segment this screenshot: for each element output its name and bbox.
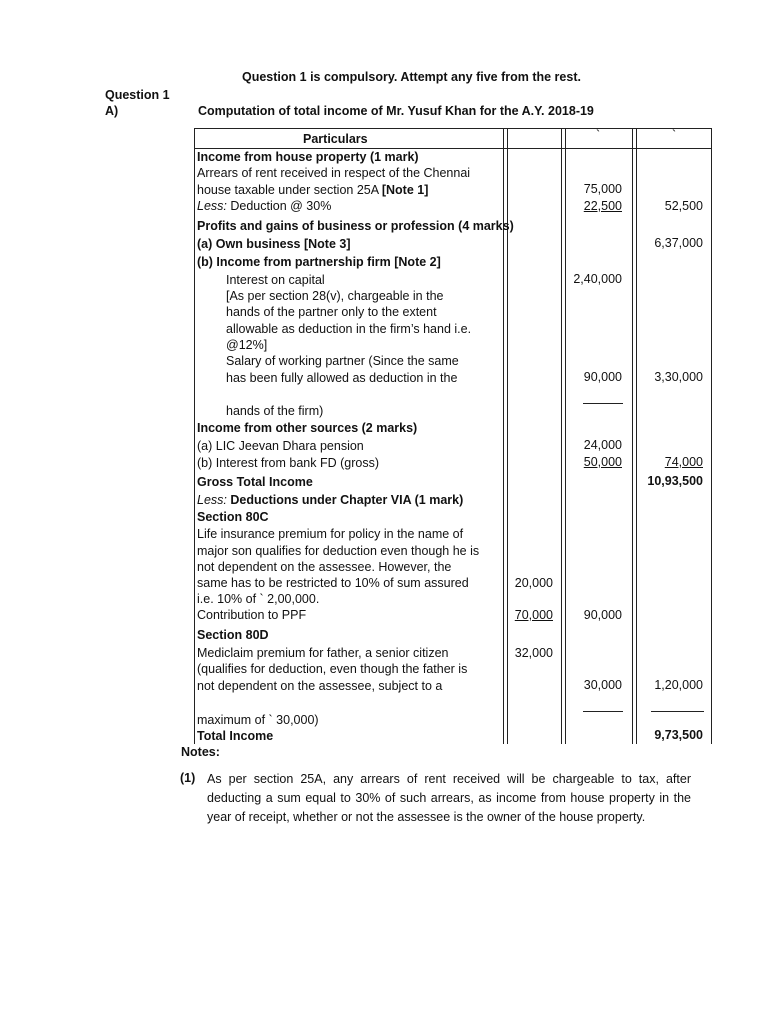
table-title: Computation of total income of Mr. Yusuf Khan for the A.Y. 2018-19 (198, 104, 594, 118)
interest-note-line-3: allowable as deduction in the firm’s hand i.e. (226, 322, 472, 336)
mediclaim-line-1: Mediclaim premium for father, a senior citizen (197, 646, 449, 660)
ios-heading: Income from other sources (2 marks) (197, 421, 418, 435)
question-label: Question 1 (105, 88, 170, 102)
instruction-line: Question 1 is compulsory. Attempt any five from the rest. (242, 70, 581, 84)
table-left-border (194, 128, 195, 744)
ios-total-amount: 74,000 (664, 455, 703, 469)
partnership-row: (b) Income from partnership firm [Note 2] (197, 255, 441, 269)
gti-row: Gross Total Income (197, 475, 313, 489)
arrears-amount: 75,000 (583, 182, 622, 196)
interest-capital-row: Interest on capital (226, 273, 325, 287)
total-income-row: Total Income (197, 729, 274, 743)
hp-deduction-text: Deduction @ 30% (226, 199, 332, 213)
fd-row: (b) Interest from bank FD (gross) (197, 456, 379, 470)
hp-note-ref: [Note 1] (381, 183, 429, 197)
interest-note-line-4: @12%] (226, 338, 268, 352)
col-divider-2a (561, 128, 562, 744)
table-right-border (711, 128, 712, 744)
lic-row: (a) LIC Jeevan Dhara pension (197, 439, 364, 453)
lip-amount: 20,000 (514, 576, 553, 590)
col-header-rupee-3: ` (672, 128, 677, 142)
part-label: A) (105, 104, 119, 118)
lip-line-4: same has to be restricted to 10% of sum assured (197, 576, 469, 590)
total-income-amount: 9,73,500 (654, 728, 703, 742)
hp-deduction (197, 198, 331, 214)
mediclaim-line-4: maximum of ` 30,000) (197, 713, 319, 727)
col-divider-3b (636, 128, 637, 744)
lip-line-3: not dependent on the assessee. However, the (197, 560, 452, 574)
interest-capital-amount: 2,40,000 (573, 272, 622, 286)
mediclaim-amount: 32,000 (514, 646, 553, 660)
own-business-amount: 6,37,000 (654, 236, 703, 250)
own-business-row: (a) Own business [Note 3] (197, 237, 351, 251)
hp-net-amount: 52,500 (664, 199, 703, 213)
interest-note-line-1: [As per section 28(v), chargeable in the (226, 289, 444, 303)
ppf-row: Contribution to PPF (197, 608, 307, 622)
partnership-total-amount: 3,30,000 (654, 370, 703, 384)
notes-heading: Notes: (181, 745, 220, 759)
lip-line-2: major son qualifies for deduction even though he is (197, 544, 480, 558)
less-deductions-row (197, 492, 463, 508)
note-1-label: (1) (180, 771, 196, 785)
lic-amount: 24,000 (583, 438, 622, 452)
fd-amount: 50,000 (583, 455, 622, 469)
section-80c-heading: Section 80C (197, 510, 269, 524)
col-header-rupee-2: ` (596, 128, 601, 142)
less-deductions-bold: Deductions under Chapter VIA (1 mark) (226, 493, 464, 507)
sec80d-underline (583, 711, 623, 712)
note-1-text: As per section 25A, any arrears of rent received will be chargeable to tax, after deducting a sum equal to 30% of such arrears, as income from house property in the year of receipt, whether or not the assessee is the owner of the house property. (207, 772, 691, 824)
salary-amount: 90,000 (583, 370, 622, 384)
hp-heading: Income from house property (1 mark) (197, 150, 419, 164)
mediclaim-line-3: not dependent on the assessee, subject to a (197, 679, 443, 693)
table-top-border (194, 128, 712, 129)
gti-amount: 10,93,500 (647, 474, 703, 488)
col-divider-2b (565, 128, 566, 744)
deductions-total-amount: 1,20,000 (654, 678, 703, 692)
lip-line-5: i.e. 10% of ` 2,00,000. (197, 592, 320, 606)
salary-line-1: Salary of working partner (Since the same (226, 354, 459, 368)
salary-line-3: hands of the firm) (226, 404, 324, 418)
salary-line-2: has been fully allowed as deduction in the (226, 371, 458, 385)
hp-line-2-text: house taxable under section 25A (197, 183, 382, 197)
hp-less-label: Less: (197, 199, 227, 213)
hp-line-2 (197, 182, 428, 198)
less-deductions-italic: Less: (197, 493, 227, 507)
mediclaim-line-2: (qualifies for deduction, even though the father is (197, 662, 468, 676)
deduction-amount: 22,500 (583, 199, 622, 213)
ppf-amount: 70,000 (514, 608, 553, 622)
col-divider-3a (632, 128, 633, 744)
pgbp-heading: Profits and gains of business or profession (4 marks) (197, 219, 514, 233)
section-80d-heading: Section 80D (197, 628, 269, 642)
deductions-underline (651, 711, 704, 712)
col-header-particulars: Particulars (303, 132, 368, 146)
partnership-underline (583, 403, 623, 404)
hp-line-1: Arrears of rent received in respect of the Chennai (197, 166, 471, 180)
interest-note-line-2: hands of the partner only to the extent (226, 305, 437, 319)
lip-line-1: Life insurance premium for policy in the name of (197, 527, 464, 541)
sec80c-total-amount: 90,000 (583, 608, 622, 622)
sec80d-allowed-amount: 30,000 (583, 678, 622, 692)
